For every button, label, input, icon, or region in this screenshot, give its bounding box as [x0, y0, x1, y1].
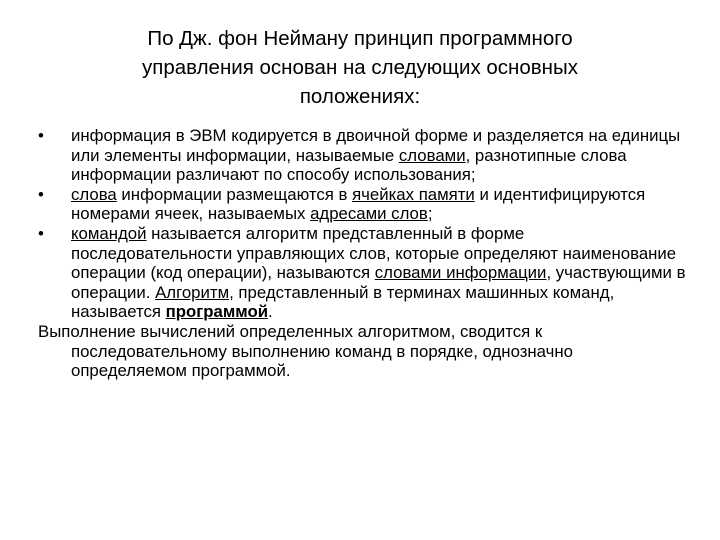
bullet-text: , участвующими в операции. — [71, 263, 686, 302]
link-adresami-slov[interactable]: адресами слов — [310, 204, 428, 224]
title-line-1: По Дж. фон Нейману принцип программного — [147, 27, 573, 50]
bullet-item-2 — [38, 185, 688, 224]
bullet-text: информации размещаются в — [116, 184, 353, 204]
link-slovami-informatsii[interactable]: словами информации — [374, 263, 547, 283]
bullet-text: , представленный в терминах машинных команд, называется — [71, 282, 615, 322]
bullet-text: называется алгоритм представленный в форме последовательности управляющих слов, которые определяют наименование операции (код операции), называются — [71, 223, 677, 283]
link-programmoy[interactable]: программой — [165, 302, 269, 322]
bullet-item-1 — [38, 126, 688, 185]
bullet-marker: • — [38, 184, 44, 204]
bullet-item-3 — [38, 224, 688, 322]
bullet-text: ; — [427, 204, 433, 224]
bullet-text: . — [268, 302, 273, 322]
closing-paragraph: Выполнение вычислений определенных алгоритмом, сводится к последовательному выполнению команд в порядке, однозначно определяемом программой. — [38, 321, 573, 381]
title-line-2: управления основан на следующих основных — [142, 56, 578, 79]
bullet-marker: • — [38, 126, 44, 145]
link-algoritm[interactable]: Алгоритм — [155, 282, 230, 302]
link-komandoy[interactable]: командой — [71, 223, 147, 243]
link-yacheyki-pamyati[interactable]: ячейках памяти — [352, 184, 475, 204]
bullet-text: информация в ЭВМ кодируется в двоичной форме и разделяется на единицы или элементы информации, называемые — [71, 126, 681, 165]
bullet-text: и идентифицируются номерами ячеек, называемых — [71, 184, 646, 224]
slide-title — [60, 24, 660, 111]
link-slovami[interactable]: словами — [398, 145, 466, 165]
bullet-marker: • — [38, 223, 44, 243]
bullet-text: , разнотипные слова информации различают по способу использования; — [71, 145, 627, 185]
link-slova[interactable]: слова — [71, 184, 117, 204]
slide-body — [38, 126, 688, 381]
title-line-3: положениях: — [299, 85, 421, 108]
